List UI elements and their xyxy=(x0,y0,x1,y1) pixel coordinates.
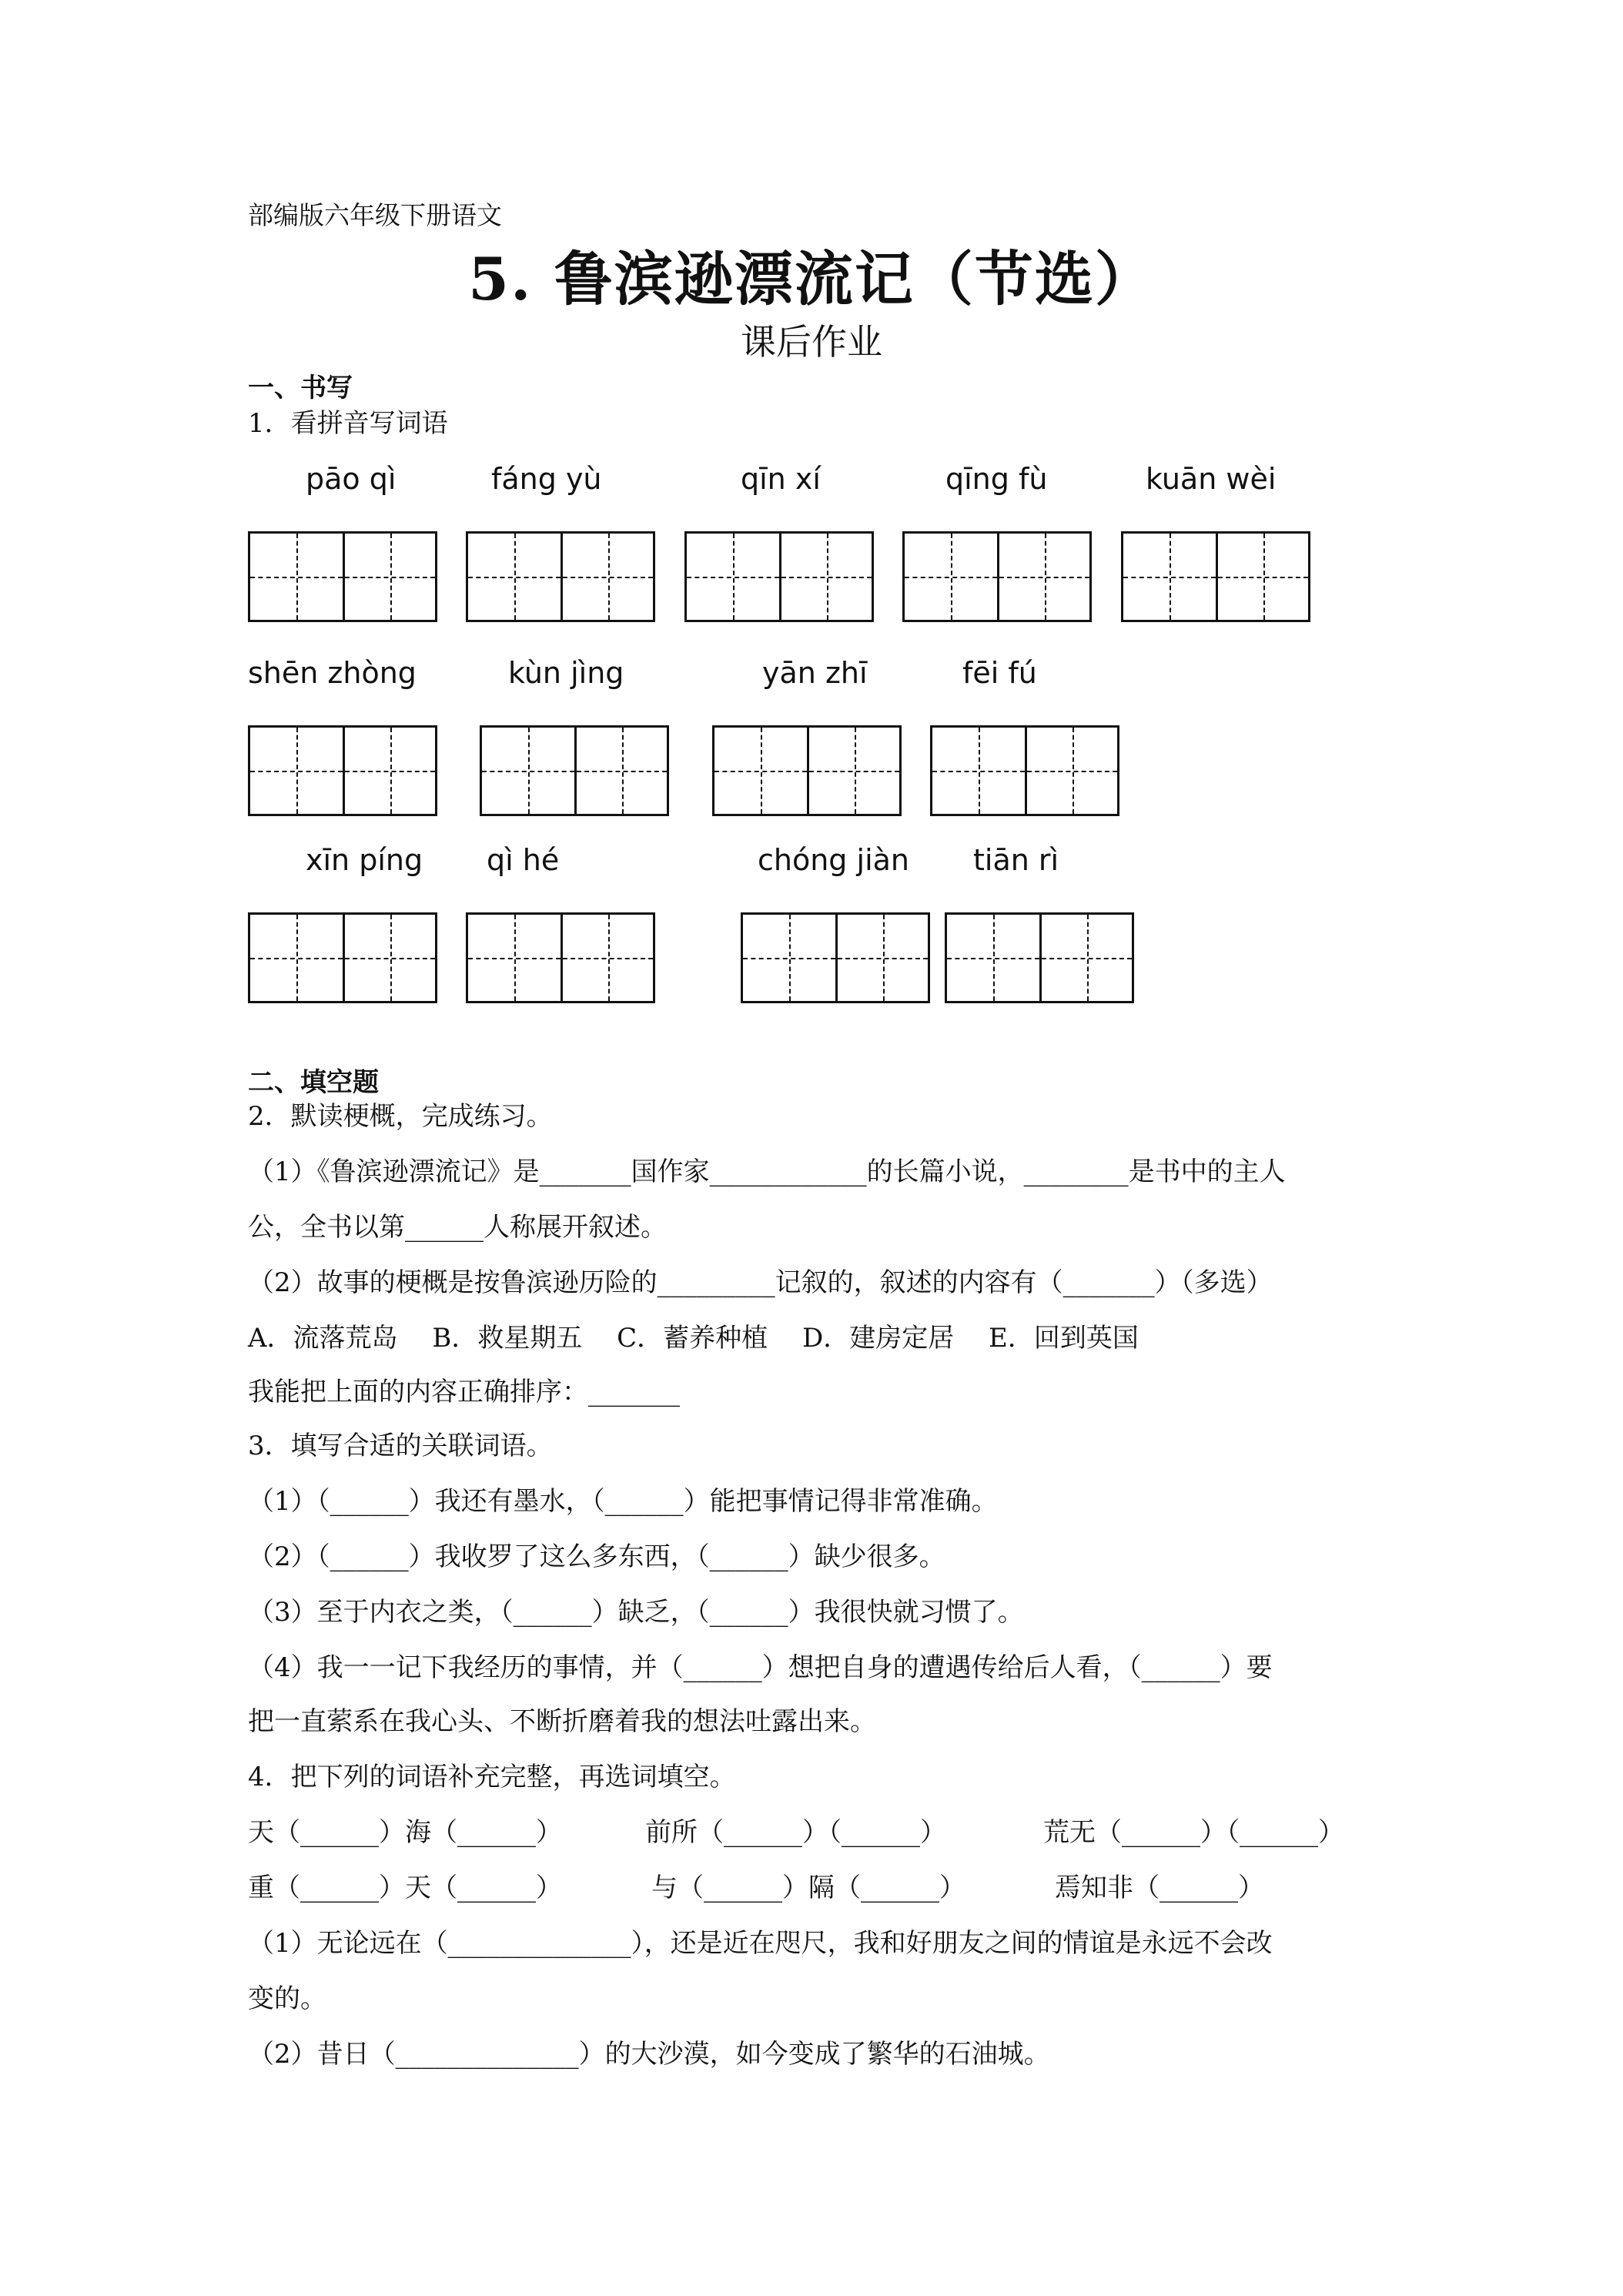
page-header: 部编版六年级下册语文 xyxy=(248,200,502,230)
question-3-1: （1）（______）我还有墨水，（______）能把事情记得非常准确。 xyxy=(248,1486,998,1517)
writing-grid[interactable] xyxy=(741,912,930,1003)
pinyin-label: chóng jiàn xyxy=(758,843,909,877)
question-2: 2．默读梗概，完成练习。 xyxy=(248,1101,553,1132)
question-3-2: （2）（______）我收罗了这么多东西，（______）缺少很多。 xyxy=(248,1541,945,1572)
pinyin-label: kùn jìng xyxy=(508,656,624,690)
writing-grid[interactable] xyxy=(480,725,669,816)
page-title: 5. 鲁滨逊漂流记（节选） xyxy=(468,245,1155,313)
idiom-blank: 与（______）隔（______） xyxy=(651,1873,965,1903)
pinyin-label: qì hé xyxy=(487,843,560,877)
section-fill-heading: 二、填空题 xyxy=(248,1067,379,1098)
question-3-4-line1: （4）我一一记下我经历的事情，并（______）想把自身的遭遇传给后人看，（______）要 xyxy=(248,1652,1273,1683)
question-4: 4．把下列的词语补充完整，再选词填空。 xyxy=(248,1762,736,1792)
question-4-1-line2: 变的。 xyxy=(248,1983,326,2014)
question-1: 1．看拼音写词语 xyxy=(248,408,448,439)
idiom-blank: 重（______）天（______） xyxy=(248,1873,562,1903)
writing-grid[interactable] xyxy=(248,725,437,816)
question-2-1-line2: 公，全书以第______人称展开叙述。 xyxy=(248,1212,667,1243)
pinyin-label: fáng yù xyxy=(491,462,602,496)
pinyin-label: kuān wèi xyxy=(1146,462,1277,496)
question-3-3: （3）至于内衣之类，（______）缺乏，（______）我很快就习惯了。 xyxy=(248,1597,1024,1628)
writing-grid[interactable] xyxy=(248,531,437,622)
writing-grid[interactable] xyxy=(902,531,1092,622)
pinyin-label: fēi fú xyxy=(962,656,1037,690)
idiom-blank: 天（______）海（______） xyxy=(248,1817,562,1848)
question-3-4-line2: 把一直萦系在我心头、不断折磨着我的想法吐露出来。 xyxy=(248,1706,876,1737)
question-2-options: A．流落荒岛 B．救星期五 C．蓄养种植 D．建房定居 E．回到英国 xyxy=(248,1323,1139,1354)
idiom-blank: 焉知非（______） xyxy=(1055,1873,1264,1903)
idiom-blank: 荒无（______）（______） xyxy=(1043,1817,1344,1848)
writing-grid[interactable] xyxy=(248,912,437,1003)
page-subtitle: 课后作业 xyxy=(741,321,882,363)
writing-grid[interactable] xyxy=(466,531,655,622)
writing-grid[interactable] xyxy=(684,531,874,622)
question-2-1-line1: （1）《鲁滨逊漂流记》是_______国作家____________的长篇小说，________是书中的主人 xyxy=(248,1156,1286,1187)
pinyin-label: tiān rì xyxy=(973,843,1059,877)
question-2-order: 我能把上面的内容正确排序：_______ xyxy=(248,1377,680,1407)
pinyin-label: shēn zhòng xyxy=(248,656,417,690)
pinyin-label: pāo qì xyxy=(306,462,397,496)
writing-grid[interactable] xyxy=(712,725,902,816)
section-writing-heading: 一、书写 xyxy=(248,373,353,403)
writing-grid[interactable] xyxy=(466,912,655,1003)
idiom-blank: 前所（______）（______） xyxy=(645,1817,946,1848)
writing-grid[interactable] xyxy=(1121,531,1310,622)
writing-grid[interactable] xyxy=(945,912,1134,1003)
pinyin-label: yān zhī xyxy=(762,656,868,690)
question-4-1-line1: （1）无论远在（______________），还是近在咫尺，我和好朋友之间的情谊是永远不会改 xyxy=(248,1928,1273,1959)
question-4-2: （2）昔日（______________）的大沙漠，如今变成了繁华的石油城。 xyxy=(248,2039,1050,2070)
question-2-2: （2）故事的梗概是按鲁滨逊历险的_________记叙的，叙述的内容有（_______）（多选） xyxy=(248,1267,1273,1298)
pinyin-label: qīng fù xyxy=(945,462,1048,496)
question-3: 3．填写合适的关联词语。 xyxy=(248,1431,553,1461)
pinyin-label: xīn píng xyxy=(306,843,423,877)
pinyin-label: qīn xí xyxy=(741,462,821,496)
writing-grid[interactable] xyxy=(930,725,1119,816)
